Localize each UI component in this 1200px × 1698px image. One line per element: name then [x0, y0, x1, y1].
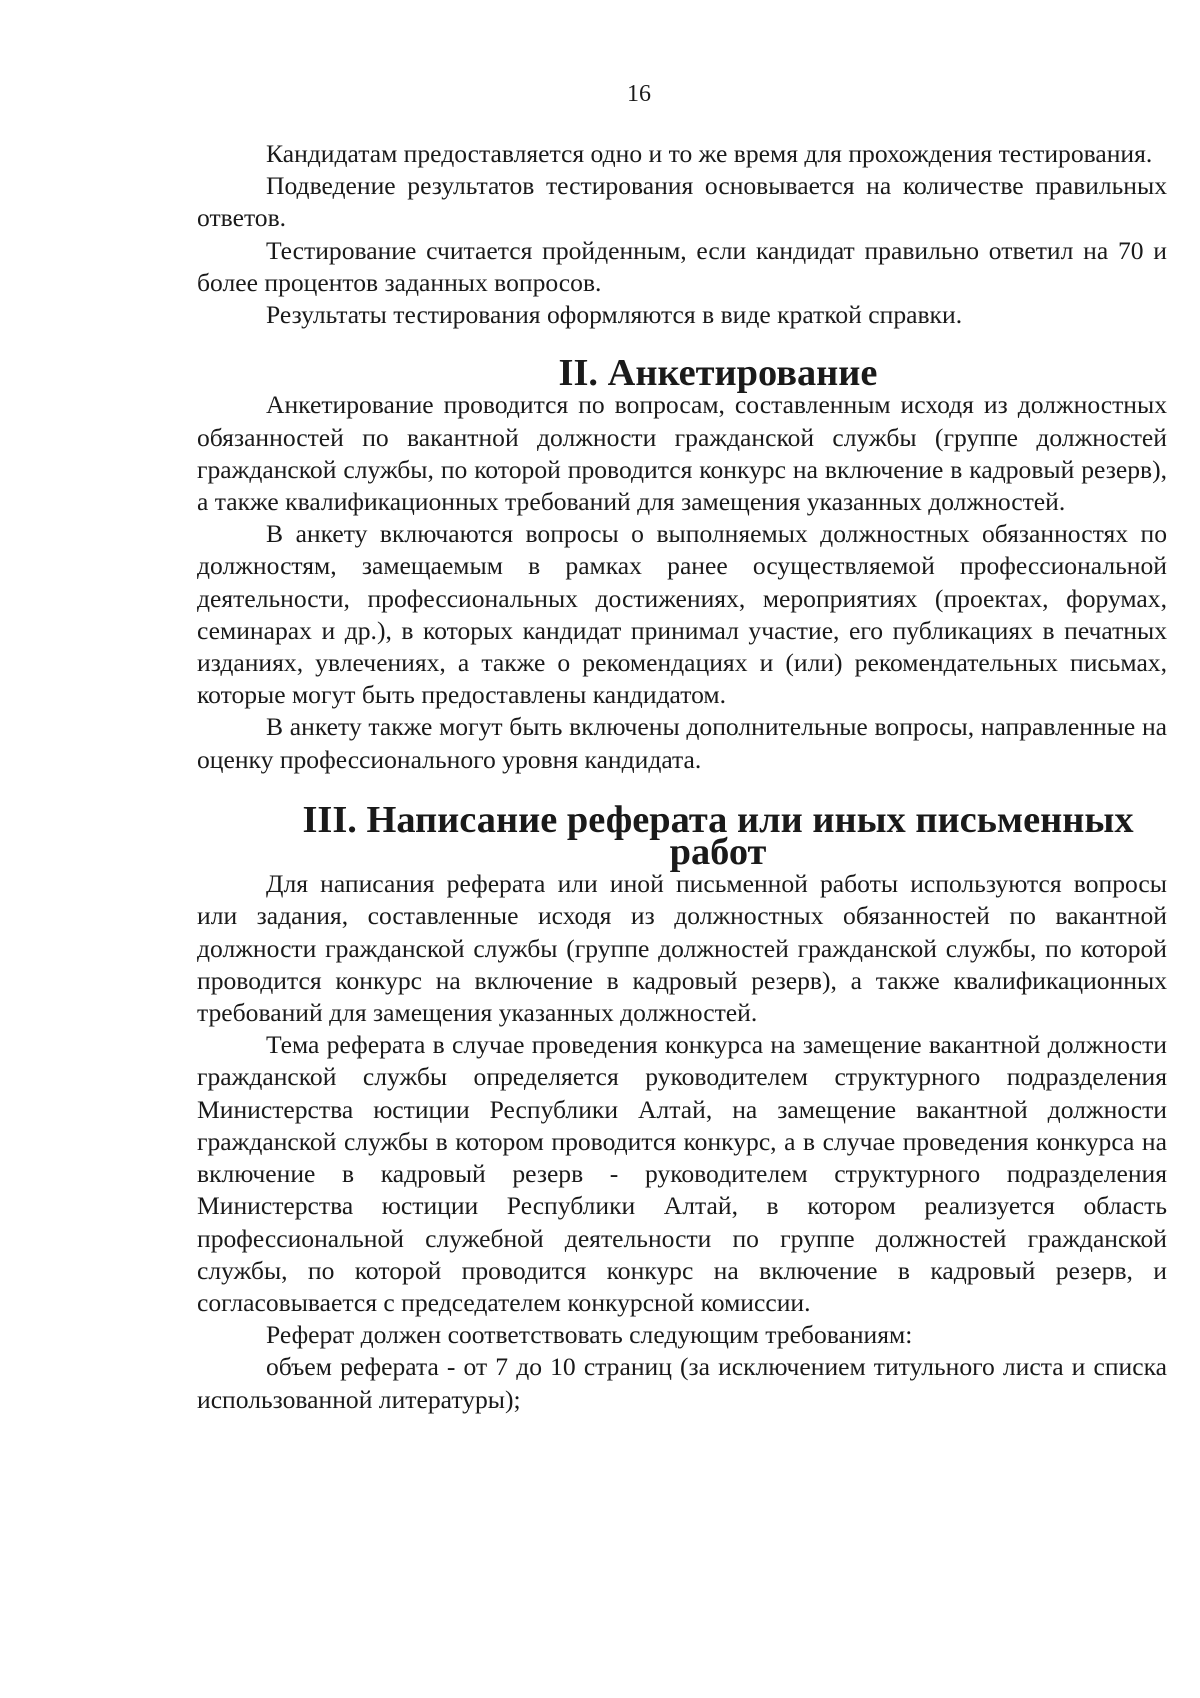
- paragraph: Тема реферата в случае проведения конкурса на замещение вакантной должности гражданской службы определяется руководителем структурного подразделения Министерства юстиции Республики Алтай, на замещение вакантной должности гражданской службы в котором проводится конкурс, а в случае проведения конкурса на включение в кадровый резерв - руководителем структурного подразделения Министерства юстиции Республики Алтай, в котором реализуется область профессиональной служебной деятельности по группе должностей гражданской службы, по которой проводится конкурс на включение в кадровый резерв, и согласовывается с председателем конкурсной комиссии.: [197, 1030, 1167, 1317]
- paragraph: Подведение результатов тестирования основывается на количестве правильных ответов.: [197, 171, 1167, 233]
- paragraph: Тестирование считается пройденным, если кандидат правильно ответил на 70 и более процентов заданных вопросов.: [197, 235, 1167, 297]
- paragraph: Кандидатам предоставляется одно и то же время для прохождения тестирования.: [266, 139, 1153, 168]
- page-number: 16: [627, 81, 651, 107]
- paragraph: В анкету включаются вопросы о выполняемых должностных обязанностях по должностям, замещаемым в рамках ранее осуществляемой профессиональной деятельности, профессиональных достижениях, мероприятиях (проектах, форумах, семинарах и др.), в которых кандидат принимал участие, его публикациях в печатных изданиях, увлечениях, а также о рекомендациях и (или) рекомендательных письмах, которые могут быть предоставлены кандидатом.: [197, 519, 1167, 710]
- document-body: [197, 138, 1167, 1416]
- paragraph: Результаты тестирования оформляются в виде краткой справки.: [266, 300, 963, 330]
- section-title-essay: III. Написание реферата или иных письменных работ: [302, 798, 1134, 874]
- section-title-questionnaire: II. Анкетирование: [558, 352, 878, 395]
- paragraph: Анкетирование проводится по вопросам, составленным исходя из должностных обязанностей по вакантной должности гражданской службы (группе должностей гражданской службы, по которой проводится конкурс на включение в кадровый резерв), а также квалификационных требований для замещения указанных должностей.: [197, 390, 1167, 517]
- paragraph: В анкету также могут быть включены дополнительные вопросы, направленные на оценку профессионального уровня кандидата.: [197, 712, 1167, 774]
- paragraph: объем реферата - от 7 до 10 страниц (за исключением титульного листа и списка использованной литературы);: [197, 1352, 1167, 1414]
- paragraph: Реферат должен соответствовать следующим требованиям:: [266, 1320, 913, 1350]
- paragraph: Для написания реферата или иной письменной работы используются вопросы или задания, составленные исходя из должностных обязанностей по вакантной должности гражданской службы (группе должностей гражданской службы, по которой проводится конкурс на включение в кадровый резерв), а также квалификационных требований для замещения указанных должностей.: [197, 869, 1167, 1028]
